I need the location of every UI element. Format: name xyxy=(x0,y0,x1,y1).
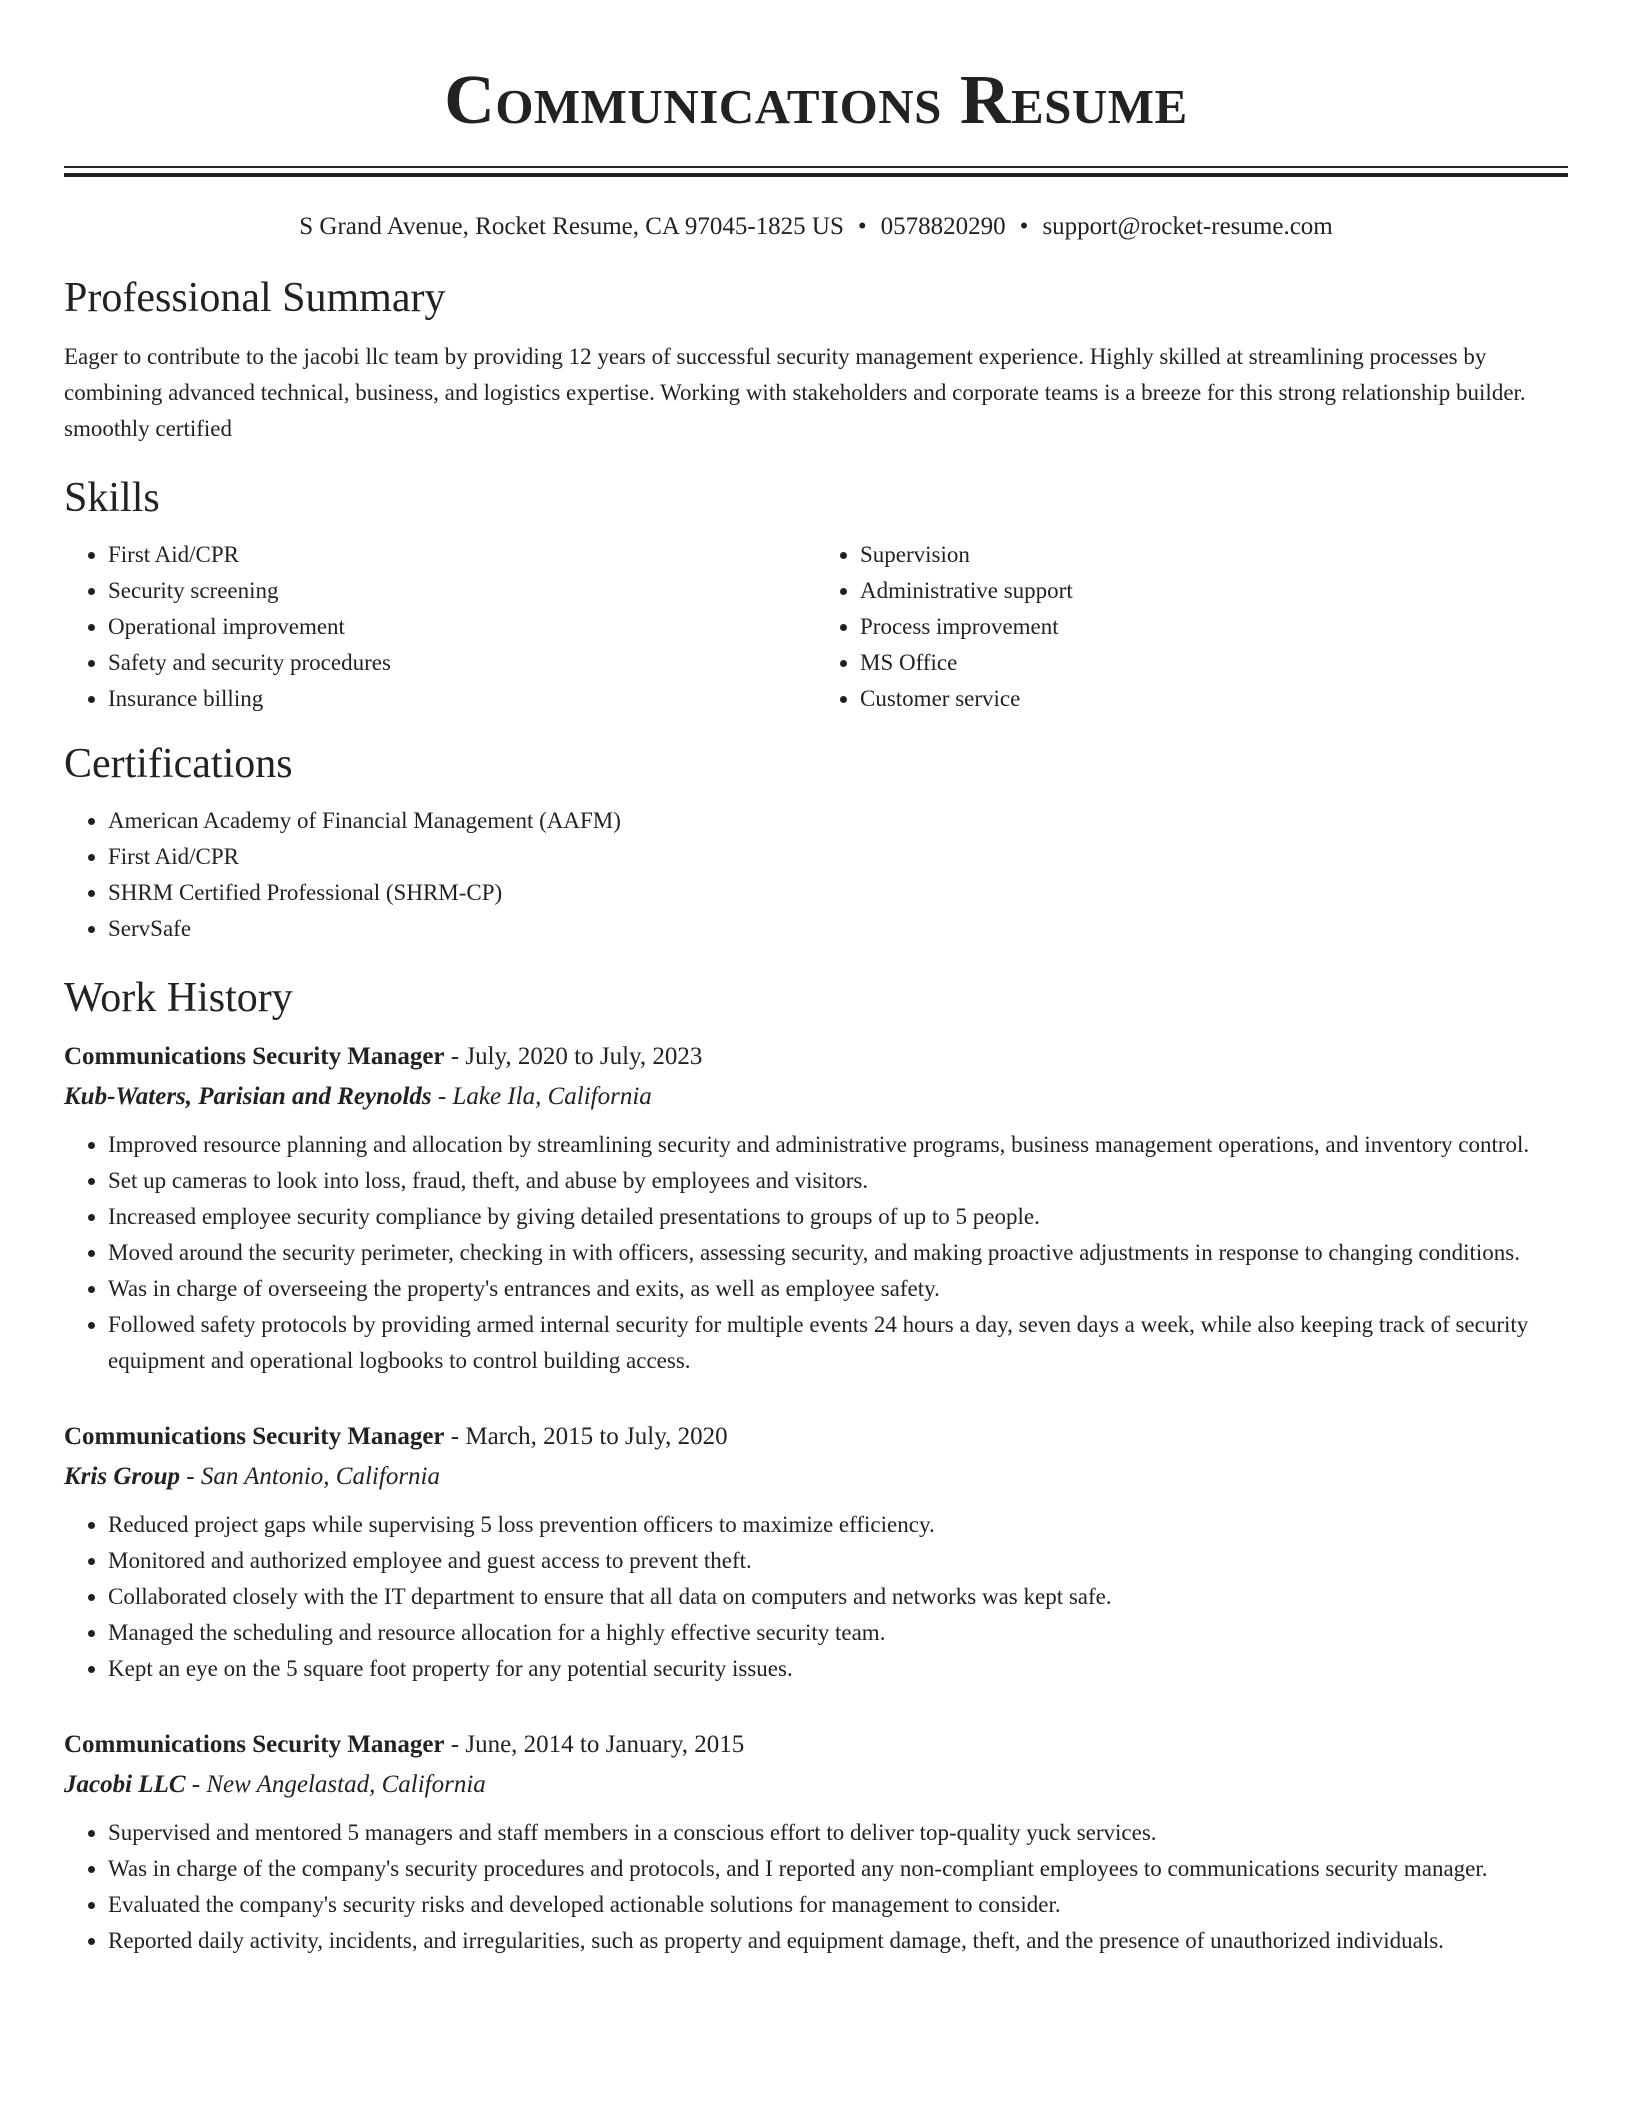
job-dash: - xyxy=(431,1083,453,1110)
skill-item: • Safety and security procedures xyxy=(108,645,816,681)
job-bullet: • Evaluated the company's security risks and developed actionable solutions for management to consider. xyxy=(108,1887,1568,1923)
job-bullet: • Was in charge of the company's security procedures and protocols, and I reported any non-compliant employees to communications security manager. xyxy=(108,1851,1568,1887)
contact-address: S Grand Avenue, Rocket Resume, CA 97045-1825 US xyxy=(299,213,844,240)
job-bullet: • Collaborated closely with the IT department to ensure that all data on computers and networks was kept safe. xyxy=(108,1579,1568,1615)
certification-item: • First Aid/CPR xyxy=(108,839,1568,875)
job-title-line xyxy=(64,1725,1568,1765)
contact-separator: • xyxy=(857,213,867,240)
job-title: Communications Security Manager xyxy=(64,1731,445,1758)
job-bullet: • Managed the scheduling and resource allocation for a highly effective security team. xyxy=(108,1615,1568,1651)
job-company-line xyxy=(64,1077,1568,1117)
skill-item: • Customer service xyxy=(860,681,1568,717)
job-bullet: • Set up cameras to look into loss, fraud, theft, and abuse by employees and visitors. xyxy=(108,1163,1568,1199)
job-location: Lake Ila, California xyxy=(452,1083,652,1110)
certification-item: • SHRM Certified Professional (SHRM-CP) xyxy=(108,875,1568,911)
title-divider-thin xyxy=(64,166,1568,168)
job-dash: - xyxy=(180,1463,201,1490)
job-company: Kris Group xyxy=(64,1463,181,1490)
skill-item: • Supervision xyxy=(860,537,1568,573)
skill-item: • Process improvement xyxy=(860,609,1568,645)
skills-section xyxy=(64,473,1568,717)
job-bullet: • Supervised and mentored 5 managers and staff members in a conscious effort to deliver top-quality yuck services. xyxy=(108,1815,1568,1851)
job-entry xyxy=(64,1417,1568,1687)
contact-email: support@rocket-resume.com xyxy=(1042,213,1333,240)
job-dash: - xyxy=(444,1423,466,1450)
job-bullet: • Increased employee security compliance by giving detailed presentations to groups of up to 5 people. xyxy=(108,1199,1568,1235)
skill-item: • Operational improvement xyxy=(108,609,816,645)
certification-item: • American Academy of Financial Management (AAFM) xyxy=(108,803,1568,839)
certification-item: • ServSafe xyxy=(108,911,1568,947)
skills-columns xyxy=(64,537,1568,717)
certifications-section xyxy=(64,739,1568,947)
job-bullet: • Improved resource planning and allocation by streamlining security and administrative programs, business management operations, and inventory control. xyxy=(108,1127,1568,1163)
contact-phone: 0578820290 xyxy=(880,213,1006,240)
resume-content xyxy=(64,60,1568,1959)
work-history-section xyxy=(64,973,1568,1959)
job-dates: March, 2015 to July, 2020 xyxy=(465,1423,728,1450)
job-dates: June, 2014 to January, 2015 xyxy=(465,1731,745,1758)
skills-heading: Skills xyxy=(64,475,160,521)
job-bullet: • Followed safety protocols by providing armed internal security for multiple events 24 hours a day, seven days a week, while also keeping track of security equipment and operational logbooks to control building access. xyxy=(108,1307,1568,1379)
certifications-list xyxy=(64,803,1568,947)
job-bullet: • Reduced project gaps while supervising 5 loss prevention officers to maximize efficiency. xyxy=(108,1507,1568,1543)
job-title-line xyxy=(64,1417,1568,1457)
job-bullet: • Kept an eye on the 5 square foot property for any potential security issues. xyxy=(108,1651,1568,1687)
skill-item: • Security screening xyxy=(108,573,816,609)
work-history-heading: Work History xyxy=(64,975,293,1021)
job-company: Jacobi LLC xyxy=(64,1771,186,1798)
job-dash: - xyxy=(444,1043,466,1070)
certifications-heading: Certifications xyxy=(64,741,293,787)
job-bullet: • Moved around the security perimeter, checking in with officers, assessing security, and making proactive adjustments in response to changing conditions. xyxy=(108,1235,1568,1271)
contact-line xyxy=(64,211,1568,243)
job-dash: - xyxy=(444,1731,466,1758)
job-bullet: • Reported daily activity, incidents, and irregularities, such as property and equipment damage, theft, and the presence of unauthorized individuals. xyxy=(108,1923,1568,1959)
job-entry xyxy=(64,1725,1568,1959)
skill-item: • MS Office xyxy=(860,645,1568,681)
job-title: Communications Security Manager xyxy=(64,1043,445,1070)
job-company: Kub-Waters, Parisian and Reynolds xyxy=(64,1083,432,1110)
job-title-line xyxy=(64,1037,1568,1077)
job-bullets xyxy=(64,1127,1568,1379)
summary-text: Eager to contribute to the jacobi llc team by providing 12 years of successful security management experience. Highly skilled at streamlining processes by combining advanced technical, business, and logistics expertise. Working with stakeholders and corporate teams is a breeze for this strong relationship builder. smoothly certified xyxy=(64,344,1526,441)
job-title: Communications Security Manager xyxy=(64,1423,445,1450)
summary-heading: Professional Summary xyxy=(64,275,446,321)
job-location: New Angelastad, California xyxy=(206,1771,486,1798)
summary-section xyxy=(64,273,1568,447)
skill-item: • Administrative support xyxy=(860,573,1568,609)
job-bullets xyxy=(64,1507,1568,1687)
job-bullet: • Was in charge of overseeing the property's entrances and exits, as well as employee safety. xyxy=(108,1271,1568,1307)
job-company-line xyxy=(64,1457,1568,1497)
skill-item: • Insurance billing xyxy=(108,681,816,717)
job-bullets xyxy=(64,1815,1568,1959)
contact-separator: • xyxy=(1019,213,1029,240)
title-divider-thick xyxy=(64,173,1568,177)
resume-title: Communications Resume xyxy=(444,62,1188,139)
job-location: San Antonio, California xyxy=(200,1463,440,1490)
job-bullet: • Monitored and authorized employee and guest access to prevent theft. xyxy=(108,1543,1568,1579)
skills-list-right xyxy=(816,537,1568,717)
skill-item: • First Aid/CPR xyxy=(108,537,816,573)
job-company-line xyxy=(64,1765,1568,1805)
job-dates: July, 2020 to July, 2023 xyxy=(465,1043,703,1070)
skills-list-left xyxy=(64,537,816,717)
job-dash: - xyxy=(185,1771,207,1798)
job-entry xyxy=(64,1037,1568,1379)
